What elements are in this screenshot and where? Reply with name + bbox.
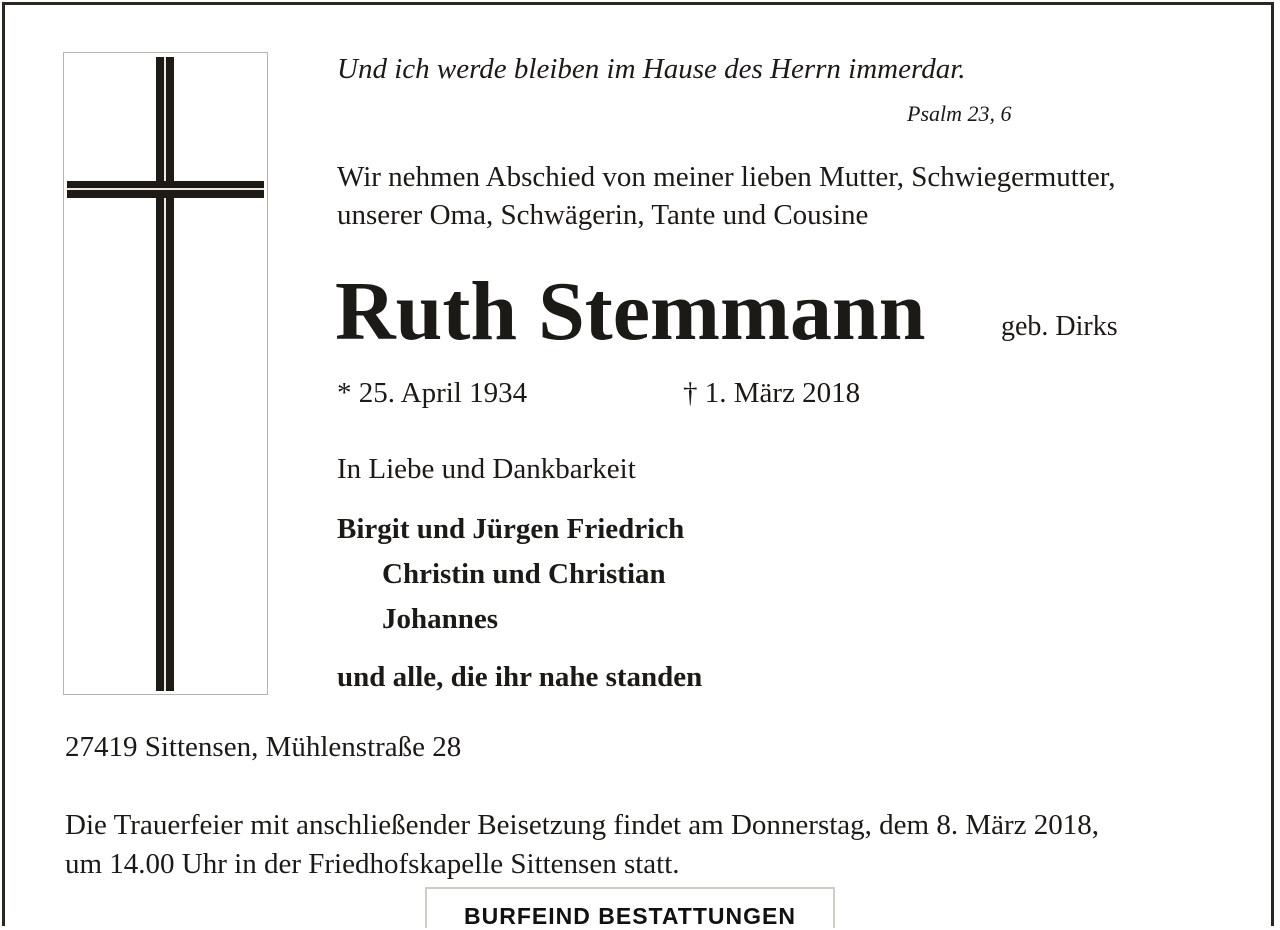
bible-verse: Und ich werde bleiben im Hause des Herrn immerdar. [337,53,966,85]
obituary-notice [2,2,1274,926]
death-date: † 1. März 2018 [683,377,861,409]
funeral-info-line-2: um 14.00 Uhr in der Friedhofskapelle Sittensen statt. [65,848,680,880]
cross-icon [156,57,174,691]
birth-date: * 25. April 1934 [337,377,528,409]
cross-bar [67,181,264,198]
intro-line-1: Wir nehmen Abschied von meiner lieben Mutter, Schwiegermutter, [337,161,1116,193]
funeral-info-line-1: Die Trauerfeier mit anschließender Beisetzung findet am Donnerstag, dem 8. März 2018, [65,809,1100,841]
undertaker-logo [425,887,835,928]
verse-reference: Psalm 23, 6 [907,101,1012,126]
birth-name: geb. Dirks [1001,311,1118,342]
deceased-name: Ruth Stemmann [335,265,926,358]
cross-frame [63,52,268,695]
closing-phrase: In Liebe und Dankbarkeit [337,453,636,485]
mourner-line: und alle, die ihr nahe standen [337,661,703,693]
intro-line-2: unserer Oma, Schwägerin, Tante und Cousine [337,199,869,231]
family-address: 27419 Sittensen, Mühlenstraße 28 [65,731,462,763]
mourner-line: Johannes [382,603,499,635]
mourner-line: Christin und Christian [382,558,666,590]
mourner-line: Birgit und Jürgen Friedrich [337,513,685,545]
undertaker-name: BURFEIND BESTATTUNGEN [464,903,796,929]
